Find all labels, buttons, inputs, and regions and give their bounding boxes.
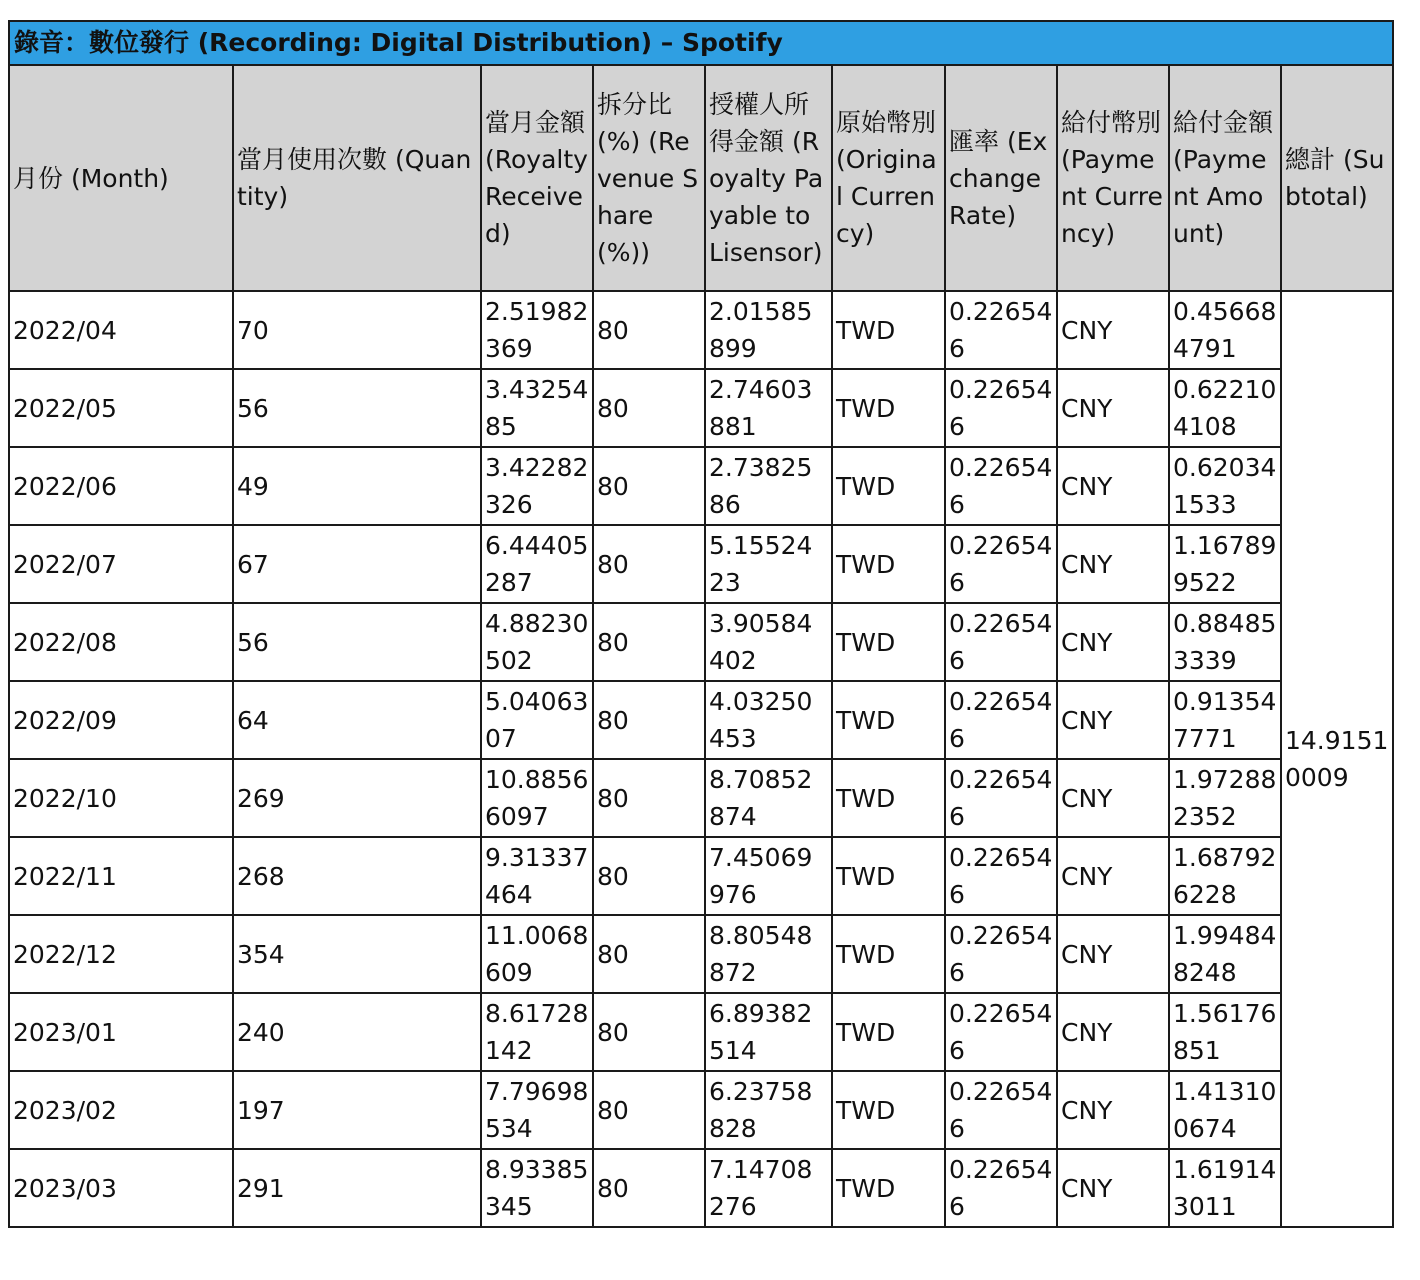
header-exchange-rate: 匯率 (Exchange Rate): [945, 65, 1057, 291]
cell-original-currency: TWD: [832, 1149, 945, 1227]
cell-month: 2023/01: [9, 993, 233, 1071]
cell-exchange-rate: 0.226546: [945, 1071, 1057, 1149]
cell-exchange-rate: 0.226546: [945, 369, 1057, 447]
cell-exchange-rate: 0.226546: [945, 525, 1057, 603]
cell-royalty-payable: 7.45069976: [705, 837, 832, 915]
cell-revenue-share: 80: [593, 1149, 705, 1227]
cell-royalty-payable: 2.74603881: [705, 369, 832, 447]
cell-royalty-received: 3.42282326: [481, 447, 593, 525]
cell-payment-currency: CNY: [1057, 837, 1169, 915]
header-quantity: 當月使用次數 (Quantity): [233, 65, 481, 291]
cell-original-currency: TWD: [832, 759, 945, 837]
cell-month: 2022/06: [9, 447, 233, 525]
header-payment-amount: 給付金額 (Payment Amount): [1169, 65, 1281, 291]
cell-royalty-payable: 5.1552423: [705, 525, 832, 603]
cell-quantity: 268: [233, 837, 481, 915]
header-royalty-payable: 授權人所得金額 (Royalty Payable to Lisensor): [705, 65, 832, 291]
cell-payment-currency: CNY: [1057, 525, 1169, 603]
cell-payment-amount: 1.994848248: [1169, 915, 1281, 993]
table-row: [9, 681, 1393, 759]
cell-payment-currency: CNY: [1057, 369, 1169, 447]
cell-quantity: 240: [233, 993, 481, 1071]
cell-payment-currency: CNY: [1057, 915, 1169, 993]
cell-original-currency: TWD: [832, 525, 945, 603]
cell-subtotal: 14.91510009: [1281, 291, 1393, 1227]
cell-revenue-share: 80: [593, 837, 705, 915]
cell-original-currency: TWD: [832, 603, 945, 681]
cell-payment-currency: CNY: [1057, 759, 1169, 837]
cell-month: 2022/09: [9, 681, 233, 759]
table-row: [9, 369, 1393, 447]
cell-month: 2022/12: [9, 915, 233, 993]
cell-original-currency: TWD: [832, 291, 945, 369]
cell-royalty-payable: 7.14708276: [705, 1149, 832, 1227]
cell-exchange-rate: 0.226546: [945, 447, 1057, 525]
cell-month: 2022/10: [9, 759, 233, 837]
header-royalty-received: 當月金額 (Royalty Received): [481, 65, 593, 291]
cell-revenue-share: 80: [593, 447, 705, 525]
cell-payment-amount: 0.622104108: [1169, 369, 1281, 447]
cell-royalty-received: 4.88230502: [481, 603, 593, 681]
cell-royalty-received: 8.61728142: [481, 993, 593, 1071]
cell-exchange-rate: 0.226546: [945, 837, 1057, 915]
cell-revenue-share: 80: [593, 291, 705, 369]
table-row: [9, 915, 1393, 993]
cell-quantity: 354: [233, 915, 481, 993]
table-row: [9, 759, 1393, 837]
cell-month: 2022/07: [9, 525, 233, 603]
cell-payment-currency: CNY: [1057, 681, 1169, 759]
cell-revenue-share: 80: [593, 1071, 705, 1149]
cell-royalty-received: 5.0406307: [481, 681, 593, 759]
cell-royalty-payable: 6.89382514: [705, 993, 832, 1071]
cell-original-currency: TWD: [832, 447, 945, 525]
cell-payment-amount: 1.687926228: [1169, 837, 1281, 915]
cell-original-currency: TWD: [832, 369, 945, 447]
cell-month: 2022/05: [9, 369, 233, 447]
cell-original-currency: TWD: [832, 915, 945, 993]
cell-payment-currency: CNY: [1057, 603, 1169, 681]
cell-payment-amount: 1.167899522: [1169, 525, 1281, 603]
cell-quantity: 56: [233, 603, 481, 681]
cell-revenue-share: 80: [593, 681, 705, 759]
cell-quantity: 49: [233, 447, 481, 525]
table-body: [9, 291, 1393, 1227]
cell-original-currency: TWD: [832, 681, 945, 759]
cell-payment-amount: 1.413100674: [1169, 1071, 1281, 1149]
cell-royalty-received: 9.31337464: [481, 837, 593, 915]
table-row: [9, 291, 1393, 369]
cell-exchange-rate: 0.226546: [945, 1149, 1057, 1227]
cell-royalty-received: 6.44405287: [481, 525, 593, 603]
cell-month: 2022/11: [9, 837, 233, 915]
cell-payment-amount: 1.619143011: [1169, 1149, 1281, 1227]
cell-royalty-received: 11.0068609: [481, 915, 593, 993]
cell-royalty-payable: 8.80548872: [705, 915, 832, 993]
table-row: [9, 1149, 1393, 1227]
cell-royalty-payable: 2.7382586: [705, 447, 832, 525]
cell-exchange-rate: 0.226546: [945, 681, 1057, 759]
header-month: 月份 (Month): [9, 65, 233, 291]
royalty-table: [8, 20, 1394, 1228]
table-row: [9, 1071, 1393, 1149]
cell-royalty-received: 2.51982369: [481, 291, 593, 369]
header-row: [9, 65, 1393, 291]
cell-payment-currency: CNY: [1057, 1149, 1169, 1227]
cell-exchange-rate: 0.226546: [945, 915, 1057, 993]
cell-quantity: 269: [233, 759, 481, 837]
cell-royalty-payable: 8.70852874: [705, 759, 832, 837]
cell-payment-amount: 0.456684791: [1169, 291, 1281, 369]
table-title: 錄音：數位發行 (Recording: Digital Distribution) – Spotify: [9, 21, 1393, 65]
cell-royalty-received: 10.88566097: [481, 759, 593, 837]
cell-month: 2022/08: [9, 603, 233, 681]
cell-quantity: 56: [233, 369, 481, 447]
cell-payment-currency: CNY: [1057, 291, 1169, 369]
table-row: [9, 993, 1393, 1071]
cell-royalty-received: 7.79698534: [481, 1071, 593, 1149]
header-payment-currency: 給付幣別 (Payment Currency): [1057, 65, 1169, 291]
cell-quantity: 197: [233, 1071, 481, 1149]
header-revenue-share: 拆分比 (%) (Revenue Share (%)): [593, 65, 705, 291]
cell-quantity: 64: [233, 681, 481, 759]
cell-month: 2022/04: [9, 291, 233, 369]
cell-month: 2023/03: [9, 1149, 233, 1227]
cell-royalty-received: 3.4325485: [481, 369, 593, 447]
cell-royalty-payable: 3.90584402: [705, 603, 832, 681]
cell-revenue-share: 80: [593, 603, 705, 681]
cell-payment-currency: CNY: [1057, 1071, 1169, 1149]
cell-payment-amount: 1.56176851: [1169, 993, 1281, 1071]
cell-royalty-payable: 2.01585899: [705, 291, 832, 369]
cell-exchange-rate: 0.226546: [945, 291, 1057, 369]
cell-quantity: 291: [233, 1149, 481, 1227]
cell-payment-currency: CNY: [1057, 993, 1169, 1071]
table-row: [9, 447, 1393, 525]
table-row: [9, 525, 1393, 603]
cell-payment-amount: 1.972882352: [1169, 759, 1281, 837]
cell-original-currency: TWD: [832, 993, 945, 1071]
cell-revenue-share: 80: [593, 759, 705, 837]
cell-original-currency: TWD: [832, 837, 945, 915]
cell-original-currency: TWD: [832, 1071, 945, 1149]
cell-payment-amount: 0.884853339: [1169, 603, 1281, 681]
header-original-currency: 原始幣別 (Original Currency): [832, 65, 945, 291]
cell-quantity: 70: [233, 291, 481, 369]
cell-quantity: 67: [233, 525, 481, 603]
cell-month: 2023/02: [9, 1071, 233, 1149]
cell-revenue-share: 80: [593, 525, 705, 603]
cell-exchange-rate: 0.226546: [945, 603, 1057, 681]
cell-payment-currency: CNY: [1057, 447, 1169, 525]
cell-royalty-payable: 6.23758828: [705, 1071, 832, 1149]
table-row: [9, 603, 1393, 681]
cell-exchange-rate: 0.226546: [945, 993, 1057, 1071]
cell-revenue-share: 80: [593, 369, 705, 447]
royalty-report: [8, 20, 1392, 1228]
cell-royalty-payable: 4.03250453: [705, 681, 832, 759]
cell-revenue-share: 80: [593, 993, 705, 1071]
cell-payment-amount: 0.913547771: [1169, 681, 1281, 759]
header-subtotal: 總計 (Subtotal): [1281, 65, 1393, 291]
cell-royalty-received: 8.93385345: [481, 1149, 593, 1227]
cell-exchange-rate: 0.226546: [945, 759, 1057, 837]
cell-payment-amount: 0.620341533: [1169, 447, 1281, 525]
cell-revenue-share: 80: [593, 915, 705, 993]
table-row: [9, 837, 1393, 915]
